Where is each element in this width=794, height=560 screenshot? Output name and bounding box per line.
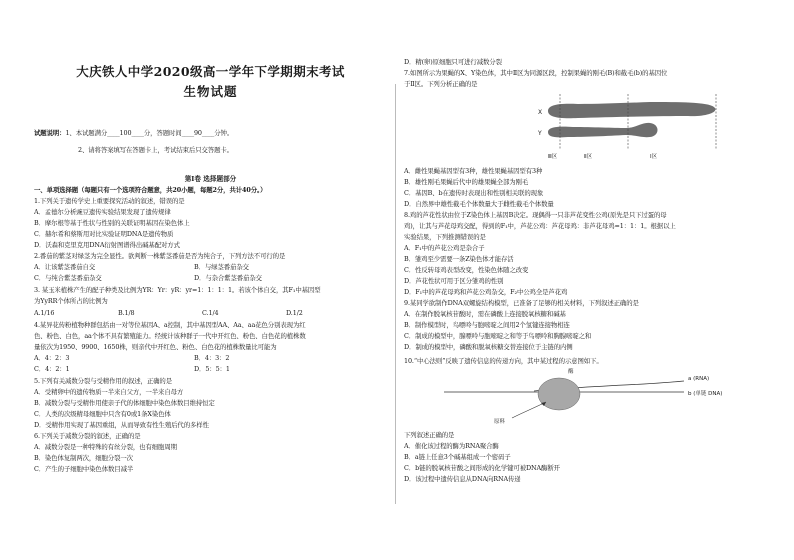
label-material: 原料 bbox=[494, 419, 506, 425]
question-line: C．赫尔希和蔡斯用对比实验证明DNA是遗传物质 bbox=[34, 230, 174, 238]
section-heading: 第Ⅰ卷 选择题部分 bbox=[184, 175, 237, 183]
question-line: 鸡)，让其与芦花母鸡交配，得到的F₁中，芦花公鸡：芦花母鸡：非芦花母鸡=1：1：1。根据以上 bbox=[404, 222, 676, 230]
option: A.1/16 bbox=[34, 309, 55, 317]
option: C．与纯合紫茎番茄杂交 bbox=[34, 274, 102, 282]
question-line: D．自然界中雄性截毛个体数量大于雌性截毛个体数量 bbox=[404, 200, 554, 208]
question-line: A．F₁中的芦花公鸡是杂合子 bbox=[404, 244, 485, 252]
question-line: 7.如图所示为果蝇的X、Y染色体，其中Ⅱ区为同源区段，控制果蝇的刚毛(B)和截毛(b)的基因位 bbox=[404, 69, 668, 77]
question-line: A．孟德尔分析豌豆遗传实验结果发现了遗传规律 bbox=[34, 208, 171, 216]
q2-options-row-2 bbox=[34, 274, 262, 282]
question-line: A．在制作脱氧核苷酸时，需在磷酸上连接脱氧核糖和碱基 bbox=[404, 310, 566, 318]
question-line: C．b链的脱氧核苷酸之间形成的化学键可被DNA酶断开 bbox=[404, 464, 560, 472]
instructions-line-1 bbox=[34, 129, 233, 137]
question-line: D．受精作用实现了基因重组，从而导致有性生殖后代的多样性 bbox=[34, 421, 209, 429]
material-arrow bbox=[512, 402, 546, 418]
label-x: X bbox=[538, 109, 543, 116]
figure-xy-chromosomes bbox=[538, 90, 728, 162]
question-line: C．产生的子细胞中染色体数目减半 bbox=[34, 465, 134, 473]
question-line: D．F₁中的芦花母鸡和芦花公鸡杂交，F₂中公鸡全是芦花鸡 bbox=[404, 288, 568, 296]
q4-options-row-1 bbox=[34, 354, 229, 362]
question-line: C．性反转母鸡表型改变，性染色体随之改变 bbox=[404, 266, 529, 274]
question-line: 6.下列关于减数分裂的叙述，正确的是 bbox=[34, 432, 141, 440]
question-line: C．基因B、b在遗传时表现出和性别相关联的现象 bbox=[404, 189, 544, 197]
question-line: B．雄性刚毛果蝇后代中的雄果蝇全部为刚毛 bbox=[404, 178, 529, 186]
question-line: D．沃森和克里克用DNA衍射图谱得出碱基配对方式 bbox=[34, 241, 180, 249]
question-line: D．该过程中遗传信息从DNA向RNA传递 bbox=[404, 475, 521, 483]
label-b-dna: b (单链 DNA) bbox=[688, 391, 723, 397]
region-label-ii: Ⅱ区 bbox=[584, 154, 593, 160]
option: C.1/4 bbox=[202, 309, 219, 317]
question-line: 3. 某玉米植株产生的配子种类及比例为YR：Yr：yR：yr=1：1：1：1。若该个体自交，其F₁中基因型 bbox=[34, 286, 321, 294]
question-line: C．制成的模型中，腺嘌呤与胞嘧啶之和等于鸟嘌呤和胸腺嘧啶之和 bbox=[404, 332, 592, 340]
question-line: 5.下列有关减数分裂与受精作用的叙述，正确的是 bbox=[34, 377, 172, 385]
column-divider bbox=[395, 84, 396, 504]
option: D．5：5：1 bbox=[194, 365, 230, 373]
right-column bbox=[404, 0, 760, 560]
question-line: B．减数分裂与受精作用使亲子代的体细胞中染色体数目维持恒定 bbox=[34, 399, 215, 407]
question-line: B．染色体复制两次，细胞分裂一次 bbox=[34, 454, 133, 462]
x-chromosome-shape bbox=[548, 102, 715, 118]
question-line: 1.下列关于遗传学史上重要探究活动的叙述，错误的是 bbox=[34, 197, 185, 205]
instructions-label: 试题说明： bbox=[34, 129, 66, 137]
question-line: 实验结果，下列推测错误的是 bbox=[404, 233, 486, 241]
exam-title: 大庆铁人中学2020级高一学年下学期期末考试 bbox=[76, 64, 345, 79]
q4-options-row-2 bbox=[34, 365, 230, 373]
option: D.1/2 bbox=[286, 309, 303, 317]
option: A．让该紫茎番茄自交 bbox=[34, 263, 96, 271]
question-line: A．受精卵中的遗传物质一半来自父方，一半来自母方 bbox=[34, 388, 184, 396]
question-line: 下列叙述正确的是 bbox=[404, 431, 455, 439]
question-line: 色、粉色、白色，aa个体不具有繁殖能力。经统计该种群子一代中开红色、粉色、白色花的植株数 bbox=[34, 332, 306, 340]
question-line: 量依次为1950、9900、1650株，则亲代中开红色、粉色、白色花的植株数量比可能为 bbox=[34, 343, 277, 351]
question-line: B．摩尔根等基于性状与性别的关联证明基因在染色体上 bbox=[34, 219, 190, 227]
q3-options-row bbox=[34, 309, 303, 317]
question-line: B．制作模型时，鸟嘌呤与胞嘧啶之间用2个氢键连接物相连 bbox=[404, 321, 570, 329]
left-column bbox=[34, 0, 387, 560]
question-line: 为YyRR个体所占的比例为 bbox=[34, 297, 108, 305]
label-a-rna: a (RNA) bbox=[688, 376, 710, 382]
instructions-text-1: 1、本试题满分____100____分，答题时间____90____分钟。 bbox=[65, 129, 234, 137]
question-line: A．减数分裂是一种特殊的有丝分裂，也有细胞周期 bbox=[34, 443, 177, 451]
figure-transcription bbox=[434, 368, 754, 426]
question-line: B．雏鸡至少需要一条Z染色体才能存活 bbox=[404, 255, 514, 263]
q2-options-row-1 bbox=[34, 263, 249, 271]
question-line: 8.鸡的芦花性状由位于Z染色体上基因B决定。现偶得一只非芦花变性公鸡(原先是只下过蛋的母 bbox=[404, 211, 667, 219]
label-y: Y bbox=[538, 130, 542, 137]
option: B.1/8 bbox=[118, 309, 135, 317]
label-enzyme: 酶 bbox=[568, 369, 574, 375]
exam-subtitle: 生物试题 bbox=[183, 84, 238, 99]
question-line: A．雌性果蝇基因型有3种，雄性果蝇基因型有3种 bbox=[404, 167, 543, 175]
question-line: 4.某异花传粉植物种群包括由一对等位基因A、a控制，其中基因型AA、Aa、aa花色分别表现为红 bbox=[34, 321, 306, 329]
instructions-line-2: 2、请将答案填写在答题卡上，考试结束后只交答题卡。 bbox=[78, 146, 233, 154]
question-line: A．催化该过程的酶为RNA聚合酶 bbox=[404, 442, 499, 450]
y-chromosome-shape bbox=[548, 123, 658, 137]
question-line: C．人类的次级精母细胞中只含有0或1条X染色体 bbox=[34, 410, 171, 418]
question-line: 10.“中心法则”反映了遗传信息的传递方向，其中某过程的示意图如下。 bbox=[404, 357, 603, 365]
option: B．4：3：2 bbox=[194, 354, 230, 362]
section-subheading: 一、单项选择题（每题只有一个选项符合题意，共20小题，每题2分，共计40分。） bbox=[34, 186, 267, 194]
region-label-iii: Ⅲ区 bbox=[548, 154, 558, 160]
question-line: D．精(卵)原细胞只可进行减数分裂 bbox=[404, 58, 502, 66]
option: B．与绿茎番茄杂交 bbox=[194, 263, 249, 271]
question-line: D．芦花性状可用于区分雏鸡的性别 bbox=[404, 277, 504, 285]
option: A．4：2：3 bbox=[34, 354, 70, 362]
question-line: B．a链上任意3个碱基组成一个密码子 bbox=[404, 453, 511, 461]
question-line: 2.番茄的紫茎对绿茎为完全显性。欲判断一株紫茎番茄是否为纯合子，下列方法不可行的是 bbox=[34, 252, 286, 260]
region-label-i: Ⅰ区 bbox=[650, 154, 658, 160]
question-line: D．制成的模型中，磷酸和脱氧核糖交替连接位于主链的内侧 bbox=[404, 343, 573, 351]
question-line: 于Ⅱ区。下列分析正确的是 bbox=[404, 80, 478, 88]
question-line: 9.某同学欲制作DNA双螺旋结构模型，已准备了足够的相关材料，下列叙述正确的是 bbox=[404, 299, 639, 307]
option: D．与杂合紫茎番茄杂交 bbox=[194, 274, 262, 282]
option: C．4：2：1 bbox=[34, 365, 70, 373]
